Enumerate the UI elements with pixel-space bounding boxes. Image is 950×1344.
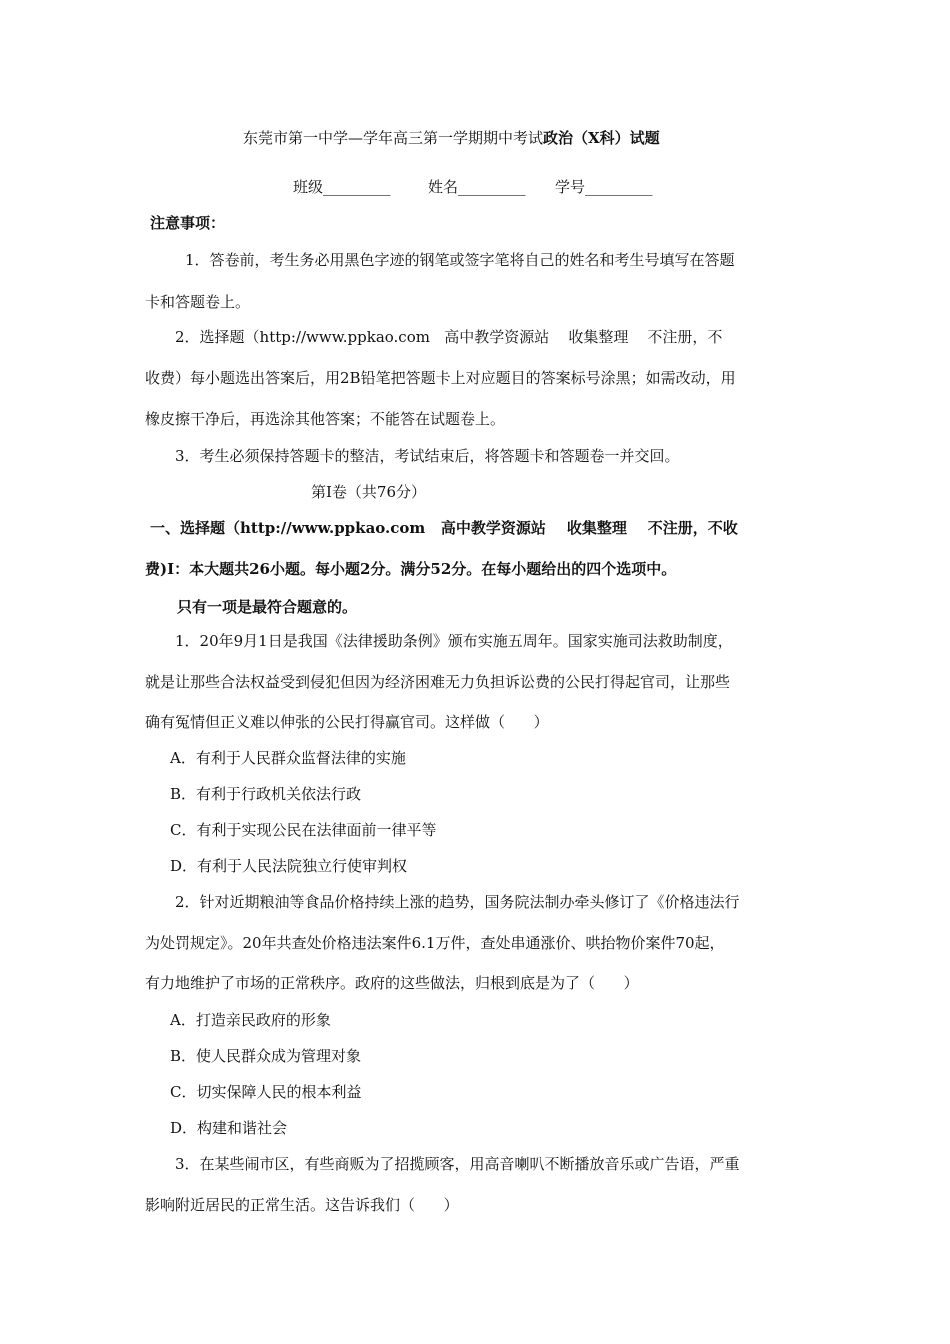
notice-item-2-line-2: 收费）每小题选出答案后，用2B铅笔把答题卡上对应题目的答案标号涂黑；如需改动，用: [145, 369, 736, 387]
class-field-label: 班级_________: [293, 178, 391, 196]
question-1-option-b: B．有利于行政机关依法行政: [170, 785, 362, 803]
name-field-label: 姓名_________: [428, 178, 526, 196]
section-heading-line-2: 费)Ⅰ：本大题共26小题。每小题2分。满分52分。在每小题给出的四个选项中。: [145, 560, 677, 578]
section-heading-line-3: 只有一项是最符合题意的。: [177, 598, 358, 616]
question-3-line-1: 3．在某些闹市区，有些商贩为了招揽顾客，用高音喇叭不断播放音乐或广告语，严重: [175, 1155, 740, 1173]
question-1-line-2: 就是让那些合法权益受到侵犯但因为经济困难无力负担诉讼费的公民打得起官司，让那些: [145, 673, 731, 691]
question-2-line-3: 有力地维护了市场的正常秩序。政府的这些做法，归根到底是为了（ ）: [145, 974, 639, 992]
question-1-option-d: D．有利于人民法院独立行使审判权: [170, 857, 408, 875]
section-heading-line-1: 一、选择题（http://www.ppkao.com 高中教学资源站 收集整理 不注册，不收: [150, 519, 738, 537]
question-2-option-a: A．打造亲民政府的形象: [170, 1011, 331, 1029]
notice-item-2-line-3: 橡皮擦干净后，再选涂其他答案；不能答在试题卷上。: [145, 410, 506, 428]
notice-item-2-line-1: 2．选择题（http://www.ppkao.com 高中教学资源站 收集整理 不注册，不: [175, 328, 723, 346]
notice-item-1-line-1: 1．答卷前，考生务必用黑色字迹的钢笔或签字笔将自己的姓名和考生号填写在答题: [185, 251, 735, 269]
student-id-field-label: 学号_________: [555, 178, 653, 196]
notice-heading: 注意事项：: [150, 214, 226, 232]
title-plain: 东莞市第一中学—学年高三第一学期期中考试: [243, 129, 544, 147]
notice-item-3-line-1: 3．考生必须保持答题卡的整洁，考试结束后，将答题卡和答题卷一并交回。: [175, 447, 680, 465]
question-2-option-c: C．切实保障人民的根本利益: [170, 1083, 362, 1101]
question-2-line-2: 为处罚规定》。20年共查处价格违法案件6.1万件，查处串通涨价、哄抬物价案件70起，: [145, 934, 725, 952]
question-1-line-1: 1．20年9月1日是我国《法律援助条例》颁布实施五周年。国家实施司法救助制度，: [175, 632, 733, 650]
page-title: [243, 128, 660, 148]
question-2-line-1: 2．针对近期粮油等食品价格持续上涨的趋势，国务院法制办牵头修订了《价格违法行: [175, 893, 740, 911]
title-bold: 政治（X科）试题: [543, 129, 660, 147]
question-2-option-b: B．使人民群众成为管理对象: [170, 1047, 362, 1065]
question-1-option-a: A．有利于人民群众监督法律的实施: [170, 749, 406, 767]
notice-item-1-line-2: 卡和答题卷上。: [145, 293, 251, 311]
volume-title: 第Ⅰ卷（共76分）: [311, 483, 427, 501]
question-1-option-c: C．有利于实现公民在法律面前一律平等: [170, 821, 437, 839]
question-1-line-3: 确有冤情但正义难以伸张的公民打得赢官司。这样做（ ）: [145, 713, 549, 731]
question-2-option-d: D．构建和谐社会: [170, 1119, 288, 1137]
question-3-line-2: 影响附近居民的正常生活。这告诉我们（ ）: [145, 1196, 459, 1214]
